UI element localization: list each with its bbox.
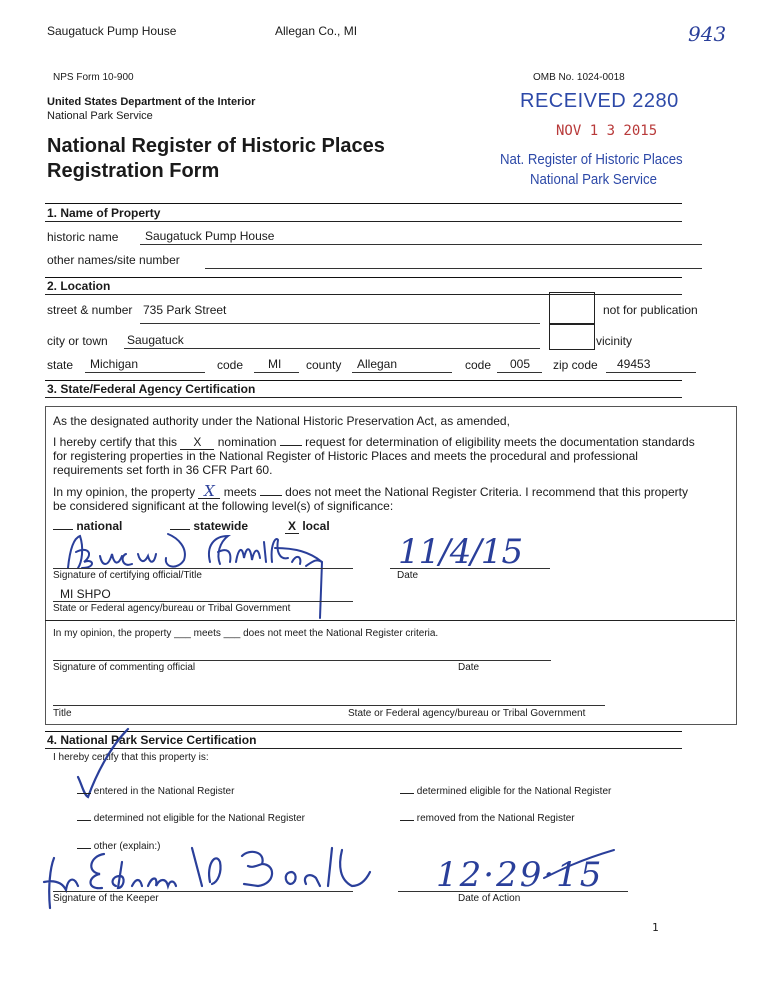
rule	[45, 397, 682, 398]
vicinity-label: vicinity	[596, 334, 633, 348]
not-for-publication-checkbox[interactable]	[549, 292, 595, 325]
certification-date-value: 11/4/15	[398, 532, 523, 572]
keeper-underline	[53, 891, 353, 892]
date-of-action-label: Date of Action	[458, 893, 521, 904]
cert-para3-line2: be considered significant at the following level(s) of significance:	[53, 499, 394, 513]
county-code-underline	[497, 372, 542, 373]
agency-underline	[53, 601, 353, 602]
omb-number: OMB No. 1024-0018	[533, 72, 625, 83]
form-title-line2: Registration Form	[47, 160, 220, 182]
option-entered[interactable]	[77, 786, 234, 797]
option-removed[interactable]	[400, 813, 575, 824]
national-label: national	[76, 519, 123, 533]
county-code-value[interactable]: 005	[510, 357, 531, 371]
form-title-line1: National Register of Historic Places	[47, 135, 385, 157]
date-flourish	[540, 844, 620, 884]
determined-eligible-mark[interactable]	[400, 793, 414, 794]
zip-label: zip code	[553, 358, 598, 372]
date-of-action-value: 12·29·15	[436, 855, 604, 895]
certification-date-label: Date	[397, 570, 419, 581]
local-mark[interactable]: X	[285, 519, 299, 534]
option-determined-eligible[interactable]	[400, 786, 611, 797]
historic-name-underline	[140, 244, 702, 245]
cert-para3-b: meets	[223, 485, 257, 499]
received-stamp: RECEIVED 2280	[520, 90, 679, 112]
zip-value[interactable]: 49453	[617, 357, 651, 371]
date-underline	[390, 568, 550, 569]
statewide-label: statewide	[193, 519, 249, 533]
rule	[45, 277, 682, 278]
vicinity-checkbox[interactable]	[549, 323, 595, 350]
street-label: street & number	[47, 303, 133, 317]
cert-para2-c: request for determination of eligibility meets the documentation standards	[305, 435, 695, 449]
title-label: Title	[53, 708, 72, 719]
section2-heading: 2. Location	[47, 279, 111, 293]
state-code-underline	[254, 372, 299, 373]
section4-heading: 4. National Park Service Certification	[47, 733, 257, 747]
action-date-underline	[398, 891, 628, 892]
other-names-label: other names/site number	[47, 253, 180, 267]
stamp-line2: National Park Service	[530, 171, 657, 188]
city-underline	[124, 348, 540, 349]
historic-name-label: historic name	[47, 230, 119, 244]
cert-para3-c: does not meet the National Register Criteria. I recommend that this property	[285, 485, 688, 499]
rule	[45, 731, 682, 732]
county-code-label: code	[465, 358, 492, 372]
rule	[45, 620, 735, 621]
form-number: NPS Form 10-900	[53, 72, 134, 83]
other-names-underline	[205, 268, 702, 269]
commenting-date-label: Date	[458, 662, 480, 673]
cert-para1: As the designated authority under the National Historic Preservation Act, as amended,	[53, 414, 510, 428]
signature-underline	[53, 568, 353, 569]
department: United States Department of the Interior	[47, 96, 256, 108]
historic-name-value[interactable]: Saugatuck Pump House	[145, 229, 275, 243]
keeper-signature-label: Signature of the Keeper	[53, 893, 159, 904]
commenting-underline	[53, 660, 551, 661]
header-property-name: Saugatuck Pump House	[47, 24, 177, 38]
certifying-agency-label: State or Federal agency/bureau or Tribal Government	[53, 603, 291, 614]
street-value[interactable]: 735 Park Street	[143, 303, 227, 317]
handwritten-reference: 943	[688, 22, 727, 46]
request-mark[interactable]	[280, 445, 302, 446]
option-determined-not-eligible[interactable]	[77, 813, 305, 824]
cert-para2-line3: requirements set forth in 36 CFR Part 60.	[53, 463, 273, 477]
opinion-line: In my opinion, the property ___ meets ___ does not meet the National Register criteria.	[53, 628, 439, 639]
does-not-meet-mark[interactable]	[260, 495, 282, 496]
determined-not-eligible-label: determined not eligible for the National Register	[93, 813, 306, 824]
state-underline	[85, 372, 205, 373]
determined-eligible-label: determined eligible for the National Register	[416, 786, 612, 797]
agency: National Park Service	[47, 110, 153, 122]
state-code-label: code	[217, 358, 244, 372]
street-underline	[140, 323, 540, 324]
rule	[45, 748, 682, 749]
commenting-signature-label: Signature of commenting official	[53, 662, 196, 673]
county-value[interactable]: Allegan	[357, 357, 398, 371]
stamp-line1: Nat. Register of Historic Places	[500, 151, 683, 168]
section1-heading: 1. Name of Property	[47, 206, 161, 220]
section3-heading: 3. State/Federal Agency Certification	[47, 382, 256, 396]
city-label: city or town	[47, 334, 108, 348]
nomination-mark[interactable]: X	[180, 435, 214, 450]
entered-mark[interactable]	[77, 793, 91, 794]
removed-mark[interactable]	[400, 820, 414, 821]
cert-para2-b: nomination	[217, 435, 277, 449]
cert-para2-a: I hereby certify that this	[53, 435, 178, 449]
county-underline	[352, 372, 452, 373]
zip-underline	[606, 372, 696, 373]
received-date-stamp: NOV 1 3 2015	[556, 123, 658, 139]
local-label: local	[302, 519, 330, 533]
certifying-agency-value: MI SHPO	[60, 587, 111, 601]
determined-not-eligible-mark[interactable]	[77, 820, 91, 821]
header-county: Allegan Co., MI	[275, 24, 358, 38]
title-underline	[53, 705, 605, 706]
state-value[interactable]: Michigan	[90, 357, 139, 371]
county-label: county	[306, 358, 342, 372]
keeper-intro: I hereby certify that this property is:	[53, 752, 209, 763]
page-number: 1	[652, 921, 659, 934]
rule	[45, 221, 682, 222]
commenting-agency-label: State or Federal agency/bureau or Tribal Government	[348, 708, 586, 719]
removed-label: removed from the National Register	[416, 813, 575, 824]
state-code-value[interactable]: MI	[268, 357, 282, 371]
rule	[45, 203, 682, 204]
cert-para3-a: In my opinion, the property	[53, 485, 196, 499]
not-for-publication-label: not for publication	[603, 303, 698, 317]
city-value[interactable]: Saugatuck	[127, 333, 184, 347]
certifying-signature-label: Signature of certifying official/Title	[53, 570, 202, 581]
state-label: state	[47, 358, 74, 372]
cert-para3-start	[53, 482, 688, 500]
entered-label: entered in the National Register	[93, 786, 235, 797]
cert-para2-start	[53, 435, 695, 450]
other-label: other (explain:)	[93, 841, 161, 852]
rule	[45, 380, 682, 381]
cert-para2-line2: for registering properties in the National Register of Historic Places and meets the procedural and professional	[53, 449, 638, 463]
meets-mark[interactable]: X	[198, 485, 220, 499]
